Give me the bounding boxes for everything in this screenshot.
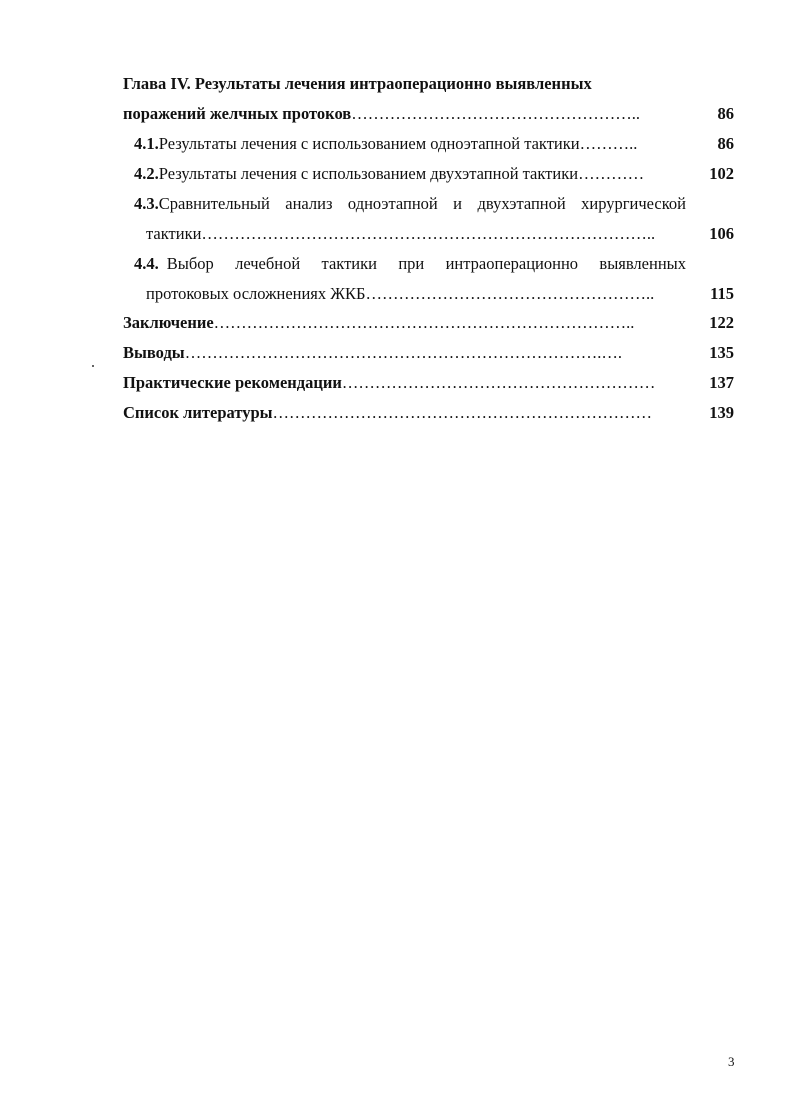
toc-conclusion-title: Заключение <box>123 313 214 332</box>
toc-4-3-page: 106 <box>709 224 734 243</box>
toc-entry-findings <box>123 343 686 363</box>
toc-4-4-page: 115 <box>710 284 734 303</box>
toc-chapter4-title-line1: Глава IV. Результаты лечения интраоперационно выявленных <box>123 74 592 93</box>
toc-leader-dots: ………………………………………………………………….. <box>213 313 635 332</box>
toc-leader-dots: ……….. <box>579 134 638 153</box>
toc-entry-conclusion <box>123 313 686 333</box>
toc-leader-dots: ………………………………………………………………….…. <box>184 343 622 362</box>
page-number: 3 <box>728 1054 735 1069</box>
toc-leader-dots: …………………………………………………………… <box>272 403 653 422</box>
toc-entry-recommendations <box>123 373 686 393</box>
toc-leader-dots: …………………………………………….. <box>365 284 655 303</box>
toc-4-3-number: 4.3. <box>134 194 159 213</box>
toc-4-4-title-line2: протоковых осложнениях ЖКБ <box>146 284 366 303</box>
toc-4-1-page: 86 <box>717 134 734 153</box>
toc-entry-references <box>123 403 686 423</box>
toc-findings-title: Выводы <box>123 343 185 362</box>
toc-entry-4-2 <box>134 164 644 184</box>
toc-conclusion-page: 122 <box>709 313 734 332</box>
toc-4-3-title-line2: тактики <box>146 224 202 243</box>
toc-4-4-title-line1: Выбор лечебной тактики при интраоперационно выявленных <box>166 254 686 273</box>
toc-chapter4-title-line2 <box>123 104 683 124</box>
toc-references-page: 139 <box>709 403 734 422</box>
toc-4-1-title: Результаты лечения с использованием одноэтапной тактики <box>158 134 580 153</box>
toc-chapter4-page: 86 <box>717 104 734 123</box>
toc-leader-dots: ………… <box>578 164 645 183</box>
toc-4-2-page: 102 <box>709 164 734 183</box>
toc-4-4-number: 4.4. <box>134 254 159 273</box>
toc-leader-dots: ……………………………………………………………………….. <box>201 224 656 243</box>
toc-leader-dots: …………………………………………….. <box>351 104 640 123</box>
toc-references-title: Список литературы <box>123 403 273 422</box>
toc-entry-4-3-line2 <box>146 224 686 244</box>
toc-findings-page: 135 <box>709 343 734 362</box>
toc-entry-4-4-line1 <box>134 254 686 274</box>
toc-entry-4-3-line1 <box>134 194 686 214</box>
toc-leader-dots: ………………………………………………… <box>341 373 656 392</box>
toc-recommendations-title: Практические рекомендации <box>123 373 342 392</box>
toc-chapter4-title: поражений желчных протоков <box>123 104 352 123</box>
toc-4-2-number: 4.2. <box>134 164 159 183</box>
toc-entry-4-1 <box>134 134 637 154</box>
toc-4-3-title-line1: Сравнительный анализ одноэтапной и двухэтапной хирургической <box>158 194 686 213</box>
toc-recommendations-page: 137 <box>709 373 734 392</box>
toc-entry-4-4-line2 <box>146 284 686 304</box>
toc-4-2-title: Результаты лечения с использованием двухэтапной тактики <box>158 164 579 183</box>
scan-speck <box>92 365 94 367</box>
toc-4-1-number: 4.1. <box>134 134 159 153</box>
